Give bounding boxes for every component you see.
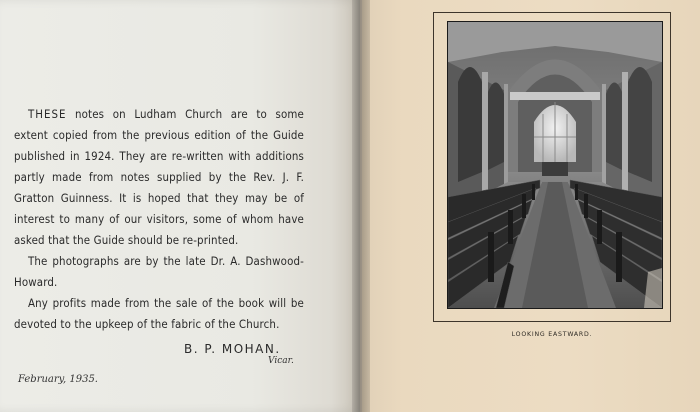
- church-interior-photo: [448, 22, 662, 308]
- book-gutter: [352, 0, 370, 412]
- paragraph-profits: Any profits made from the sale of the book will be devoted to the upkeep of the fabric of the Church.: [14, 296, 304, 331]
- paragraph-intro: [14, 104, 304, 251]
- date: February, 1935.: [18, 374, 98, 385]
- church-nave-image: [448, 22, 662, 308]
- paragraph-intro-text: notes on Ludham Church are to some extent copied from the previous edition of the Guide published in 1924. They are re-written with additions partly made from notes supplied by the Rev. J. F. Gratton Guinness. It is hoped that they may be of interest to many of our visitors, some of whom have asked that the Guide should be re-printed.: [14, 107, 304, 247]
- lead-word: THESE: [28, 107, 67, 121]
- signature-title: Vicar.: [268, 356, 294, 366]
- preface-text: [14, 104, 304, 335]
- signature: B. P. MOHAN.: [184, 342, 281, 356]
- photo-caption: LOOKING EASTWARD.: [511, 331, 593, 338]
- paragraph-photographs: The photographs are by the late Dr. A. Dashwood-Howard.: [14, 254, 304, 289]
